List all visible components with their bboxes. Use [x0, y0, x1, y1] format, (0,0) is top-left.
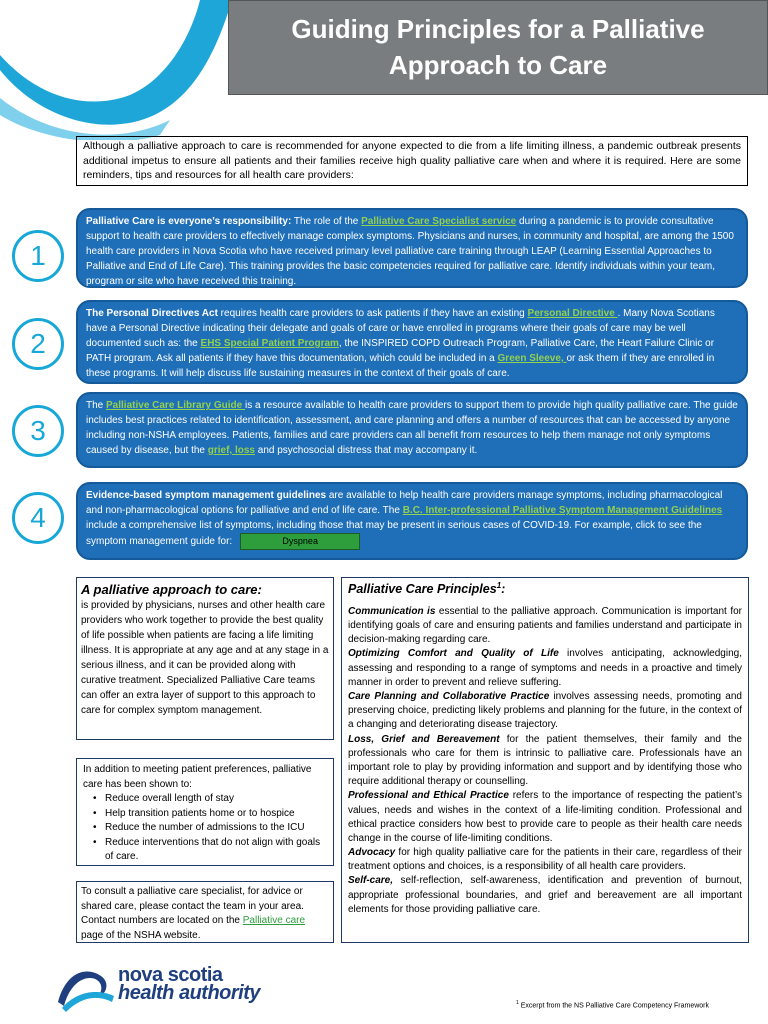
- library-guide-link[interactable]: Palliative Care Library Guide: [106, 400, 245, 411]
- benefits-intro: In addition to meeting patient preferences, palliative care has been shown to:: [83, 764, 312, 790]
- step-3-number: 3: [12, 405, 64, 457]
- step-2-panel: [76, 300, 748, 384]
- palliative-specialist-link[interactable]: Palliative Care Specialist service: [361, 216, 517, 227]
- bc-guidelines-link[interactable]: B.C. Inter-professional Palliative Symptom Management Guidelines: [402, 505, 723, 516]
- principle-item: Communication is essential to the palliative approach. Communication is important for identifying goals of care and ensuring patients and families understand and participate in decision-making regarding care.: [348, 605, 742, 646]
- logo-line-2: health authority: [118, 982, 261, 1004]
- green-sleeve-link[interactable]: Green Sleeve,: [497, 353, 567, 364]
- benefits-list: [83, 792, 327, 865]
- principle-item: Optimizing Comfort and Quality of Life involves anticipating, acknowledging, assessing and responding to a range of symptoms and needs in a proactive and timely manner in order to prevent and relieve suffering.: [348, 648, 742, 688]
- principle-item: Professional and Ethical Practice refers to the importance of respecting the patient’s values, needs and wishes in the context of a life-limiting condition. Professional and ethical practice considers how best to provide care to people as their health care needs change in the course of life-limiting conditions.: [348, 790, 742, 844]
- step-2-text: , the INSPIRED COPD Outreach Program, Palliative Care, the Heart Failure Clinic or PATH program. Ask all patients if they have this documentation, which could be included in a: [86, 338, 715, 364]
- principle-item: Care Planning and Collaborative Practice involves assessing needs, promoting and preserving choice, predicting likely problems and planning for the future, in the context of a changing and deteriorating disease trajectory.: [348, 691, 742, 731]
- grief-loss-link[interactable]: grief, loss: [207, 445, 255, 456]
- step-3-panel: [76, 392, 748, 468]
- step-4-panel: [76, 482, 748, 560]
- step-2-number: 2: [12, 318, 64, 370]
- step-2-lead: The Personal Directives Act: [86, 308, 218, 319]
- step-3-text: The: [86, 400, 107, 411]
- dyspnea-button[interactable]: Dyspnea: [240, 533, 360, 550]
- list-item: • Help transition patients home or to hospice: [93, 807, 327, 822]
- principle-item: Self-care, self-reflection, self-awareness, identification and prevention of burnout, appropriate professional boundaries, and grief and bereavement are all important elements for those providing palliative care.: [348, 875, 742, 915]
- step-3-text: is a resource available to health care providers to support them to provide high quality palliative care. The guide includes best practices related to identification, assessment, and care planning and offers a number of resources that can be accessed by anyone including non-NSHA employees. Patients, families and care providers can all benefit from resources to help them manage not only symptoms caused by disease, but the: [86, 400, 738, 456]
- step-1-lead: Palliative Care is everyone’s responsibility:: [86, 216, 292, 227]
- list-item: • Reduce overall length of stay: [93, 792, 327, 807]
- list-item: • Reduce interventions that do not align with goals of care.: [93, 836, 327, 865]
- approach-body: is provided by physicians, nurses and other health care providers who work together to provide the best quality of life possible when patients are facing a life limiting illness. It is appropriate at any age and at any stage in a serious illness, and it can be provided along with curative treatment. Specialized Palliative Care teams can offer an extra layer of support to this approach to care for complex symptom management.: [81, 599, 329, 716]
- footnote-marker: 1: [496, 581, 502, 590]
- principles-box: [341, 577, 749, 943]
- step-4-number: 4: [12, 492, 64, 544]
- consult-box: [76, 881, 334, 943]
- intro-text: Although a palliative approach to care is recommended for anyone expected to die from a life limiting illness, a pandemic outbreak presents additional impetus to ensure all patients and their families receive high quality palliative care when and where it is required. Here are some reminders, tips and resources for all health care providers:: [76, 136, 748, 186]
- step-1-text: during a pandemic is to provide consultative support to health care providers to effectively manage complex symptoms. Physicians and nurses, in community and hospital, are among the 1500 health care providers in Nova Scotia who have received primary level palliative care training through LEAP (Learning Essential Approaches to Palliative and End of Life Care). This training provides the basic competencies required for palliative care. Identify individuals within your team, program or site who have received this training.: [86, 216, 734, 287]
- consult-text: To consult a palliative care specialist, for advice or shared care, please contact the team in your area. Contact numbers are located on the: [81, 886, 304, 926]
- step-3-text: and psychosocial distress that may accompany it.: [255, 445, 478, 456]
- consult-text: page of the NSHA website.: [81, 929, 201, 941]
- step-1-text: The role of the: [291, 216, 362, 227]
- logo-line-1: nova scotia: [118, 964, 223, 986]
- personal-directive-link[interactable]: Personal Directive: [527, 308, 618, 319]
- step-4-text: are available to help health care providers manage symptoms, including pharmacological and non-pharmacological options for palliative and end of life care. The: [86, 490, 723, 516]
- footnote: $^1$ Excerpt from the NS Palliative Care Competency Framework: [516, 1000, 710, 1010]
- approach-box: [76, 577, 334, 740]
- title-banner: [228, 0, 768, 95]
- step-2-text: or ask them if they are enrolled in these programs. It will help discuss life sustaining measures in the context of their goals of care.: [86, 353, 715, 379]
- ehs-special-patient-link[interactable]: EHS Special Patient Program: [200, 338, 339, 349]
- decorative-wave: [0, 0, 240, 140]
- step-1-panel: [76, 208, 748, 288]
- palliative-care-page-link[interactable]: Palliative care: [242, 915, 306, 926]
- list-item: • Reduce the number of admissions to the ICU: [93, 821, 327, 836]
- step-2-text: . Many Nova Scotians have a Personal Directive indicating their delegate and goals of care or have enrolled in programs where their goals of care may be well documented such as: the: [86, 308, 715, 349]
- step-4-text: include a comprehensive list of symptoms, including those that may be present in serious cases of COVID-19. For example, click to see the symptom management guide for:: [86, 520, 702, 548]
- approach-title: A palliative approach to care:: [81, 582, 262, 597]
- principle-item: Advocacy for high quality palliative care for the patients in their care, regardless of their treatment options and choices, is a responsibility of all health care providers.: [348, 847, 742, 873]
- nsha-logo-text: [118, 966, 260, 1002]
- principles-title: Palliative Care Principles$^1$:: [348, 581, 506, 597]
- step-1-number: 1: [12, 230, 64, 282]
- step-2-text: requires health care providers to ask patients if they have an existing: [217, 308, 528, 319]
- benefits-box: [76, 758, 334, 866]
- principle-item: Loss, Grief and Bereavement for the patient themselves, their family and the professionals who care for them is intrinsic to palliative care. Professionals have an important role to play by providing information and support and by identifying those who require additional therapy or counselling.: [348, 733, 742, 788]
- page-title: Guiding Principles for a Palliative Approach to Care: [291, 14, 705, 80]
- step-4-lead: Evidence-based symptom management guidelines: [86, 490, 327, 501]
